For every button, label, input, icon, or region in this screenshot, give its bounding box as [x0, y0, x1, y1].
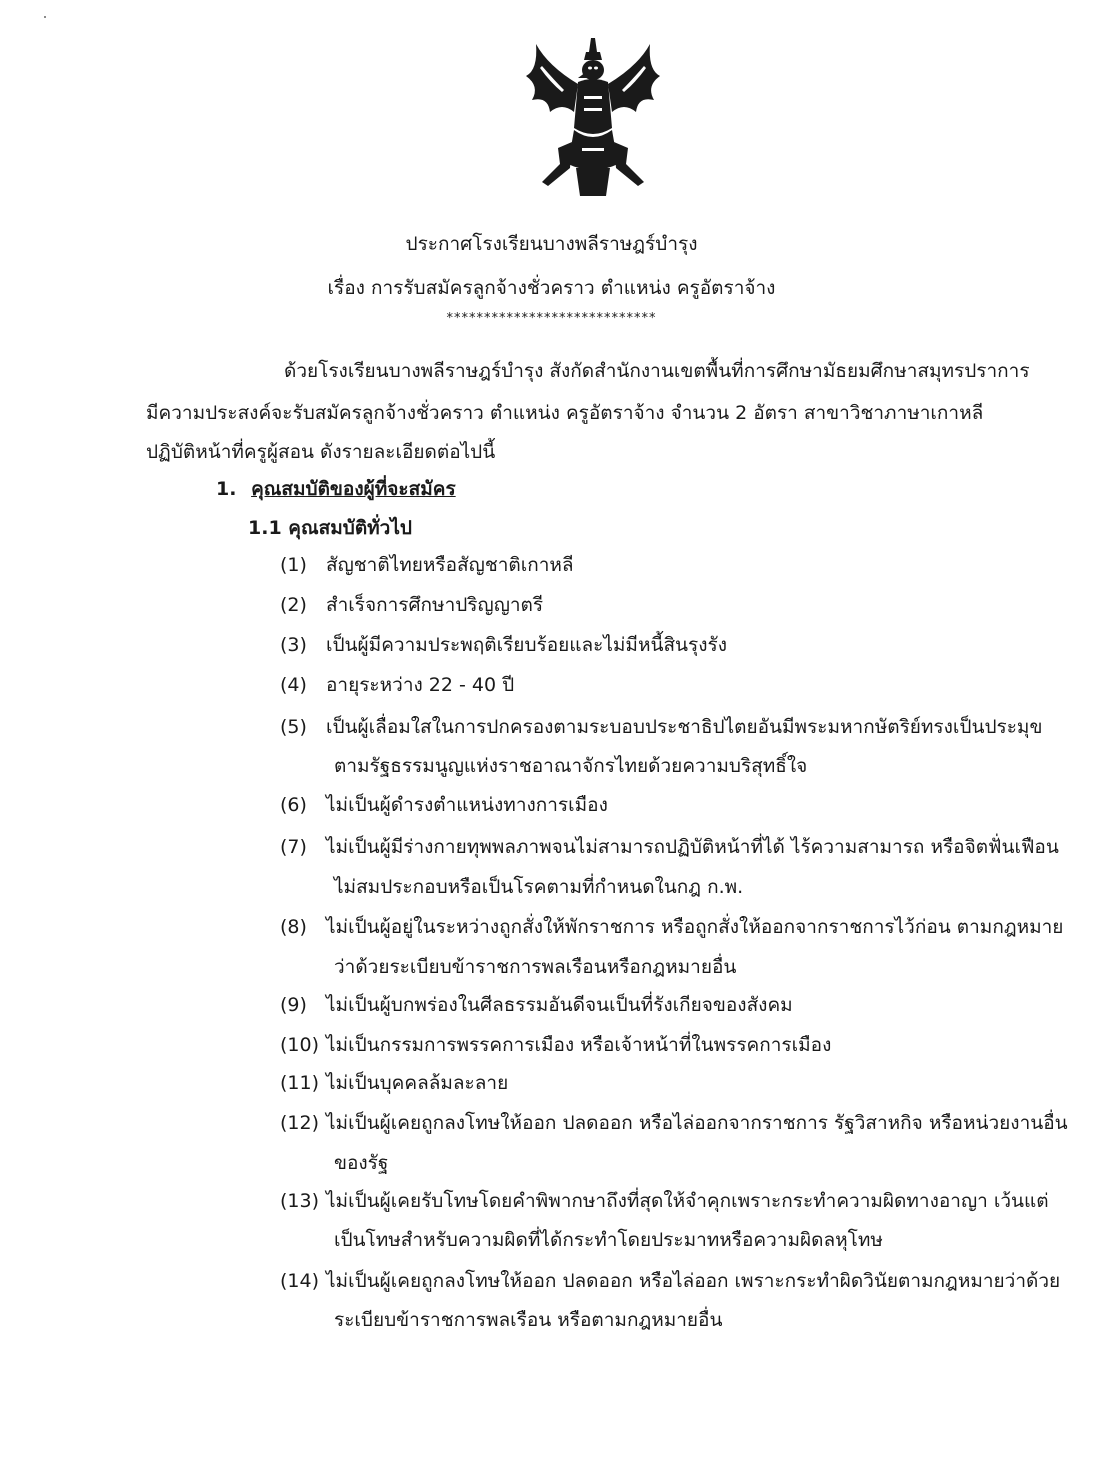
- intro-line-1: ด้วยโรงเรียนบางพลีราษฎร์บำรุง สังกัดสำนักงานเขตพื้นที่การศึกษามัธยมศึกษาสมุทรปราการ: [284, 360, 1030, 382]
- list-item: [280, 1030, 831, 1060]
- list-item-text: ไม่เป็นกรรมการพรรคการเมือง หรือเจ้าหน้าที่ในพรรคการเมือง: [326, 1034, 832, 1056]
- list-item-number: (14): [280, 1270, 320, 1292]
- list-item-text: ไม่เป็นผู้บกพร่องในศีลธรรมอันดีจนเป็นที่รังเกียจของสังคม: [326, 994, 793, 1016]
- list-item: [280, 1186, 1049, 1216]
- announcement-subject: เรื่อง การรับสมัครลูกจ้างชั่วคราว ตำแหน่ง ครูอัตราจ้าง: [327, 277, 776, 299]
- list-item-text: เป็นผู้มีความประพฤติเรียบร้อยและไม่มีหนี้สินรุงรัง: [326, 634, 728, 656]
- list-item-continuation: ของรัฐ: [334, 1152, 389, 1174]
- list-item: [280, 1266, 1060, 1296]
- list-item-text: อายุระหว่าง 22 - 40 ปี: [326, 674, 515, 696]
- list-item-text: ไม่เป็นผู้เคยรับโทษโดยคำพิพากษาถึงที่สุดให้จำคุกเพราะกระทำความผิดทางอาญา เว้นแต่: [326, 1190, 1049, 1212]
- list-item: [280, 550, 574, 580]
- list-item-number: (6): [280, 794, 307, 816]
- list-item-text: สัญชาติไทยหรือสัญชาติเกาหลี: [326, 554, 574, 576]
- divider-asterisks: ****************************: [446, 311, 657, 326]
- list-item-text: สำเร็จการศึกษาปริญญาตรี: [326, 594, 544, 616]
- list-item-number: (10): [280, 1034, 320, 1056]
- list-item-number: (8): [280, 916, 307, 938]
- list-item-number: (13): [280, 1190, 320, 1212]
- list-item-number: (12): [280, 1112, 320, 1134]
- list-item: [280, 1068, 508, 1098]
- list-item-continuation: ตามรัฐธรรมนูญแห่งราชอาณาจักรไทยด้วยความบริสุทธิ์ใจ: [334, 755, 808, 777]
- speck-mark: [44, 16, 46, 18]
- list-item-number: (7): [280, 836, 307, 858]
- announcement-title: ประกาศโรงเรียนบางพลีราษฎร์บำรุง: [405, 233, 698, 255]
- section-1-1-number: 1.1: [248, 517, 282, 539]
- garuda-emblem-icon: [518, 36, 668, 206]
- list-item-text: ไม่เป็นผู้เคยถูกลงโทษให้ออก ปลดออก หรือไล่ออก เพราะกระทำผิดวินัยตามกฎหมายว่าด้วย: [326, 1270, 1061, 1292]
- list-item-continuation: ว่าด้วยระเบียบข้าราชการพลเรือนหรือกฎหมายอื่น: [334, 956, 737, 978]
- list-item: [280, 832, 1059, 862]
- list-item-number: (3): [280, 634, 307, 656]
- section-1-heading: [216, 474, 456, 504]
- list-item: [280, 912, 1063, 942]
- list-item-text: ไม่เป็นผู้อยู่ในระหว่างถูกสั่งให้พักราชการ หรือถูกสั่งให้ออกจากราชการไว้ก่อน ตามกฎหมาย: [326, 916, 1064, 938]
- section-1-1-title: คุณสมบัติทั่วไป: [288, 517, 412, 539]
- list-item-number: (9): [280, 994, 307, 1016]
- list-item: [280, 1108, 1068, 1138]
- list-item: [280, 790, 608, 820]
- list-item: [280, 670, 514, 700]
- list-item: [280, 630, 727, 660]
- list-item: [280, 712, 1042, 742]
- intro-line-2: มีความประสงค์จะรับสมัครลูกจ้างชั่วคราว ตำแหน่ง ครูอัตราจ้าง จำนวน 2 อัตรา สาขาวิชาภาษาเกาหลี: [146, 402, 984, 424]
- list-item-number: (4): [280, 674, 307, 696]
- list-item-text: ไม่เป็นบุคคลล้มละลาย: [326, 1072, 509, 1094]
- list-item-continuation: ระเบียบข้าราชการพลเรือน หรือตามกฎหมายอื่น: [334, 1309, 723, 1331]
- list-item-number: (1): [280, 554, 307, 576]
- list-item-number: (11): [280, 1072, 320, 1094]
- section-1-1-heading: [248, 513, 412, 543]
- list-item-text: เป็นผู้เลื่อมใสในการปกครองตามระบอบประชาธิปไตยอันมีพระมหากษัตริย์ทรงเป็นประมุข: [326, 716, 1043, 738]
- list-item-text: ไม่เป็นผู้มีร่างกายทุพพลภาพจนไม่สามารถปฏิบัติหน้าที่ได้ ไร้ความสามารถ หรือจิตฟั่นเฟือน: [326, 836, 1059, 858]
- list-item-number: (2): [280, 594, 307, 616]
- list-item-number: (5): [280, 716, 307, 738]
- section-1-number: 1.: [216, 478, 237, 500]
- list-item-text: ไม่เป็นผู้เคยถูกลงโทษให้ออก ปลดออก หรือไล่ออกจากราชการ รัฐวิสาหกิจ หรือหน่วยงานอื่น: [326, 1112, 1068, 1134]
- list-item-continuation: เป็นโทษสำหรับความผิดที่ได้กระทำโดยประมาทหรือความผิดลหุโทษ: [334, 1229, 883, 1251]
- list-item: [280, 990, 793, 1020]
- list-item-continuation: ไม่สมประกอบหรือเป็นโรคตามที่กำหนดในกฎ ก.พ.: [334, 876, 744, 898]
- intro-line-3: ปฏิบัติหน้าที่ครูผู้สอน ดังรายละเอียดต่อไปนี้: [146, 441, 496, 463]
- list-item: [280, 590, 543, 620]
- section-1-title: คุณสมบัติของผู้ที่จะสมัคร: [251, 478, 456, 500]
- list-item-text: ไม่เป็นผู้ดำรงตำแหน่งทางการเมือง: [326, 794, 608, 816]
